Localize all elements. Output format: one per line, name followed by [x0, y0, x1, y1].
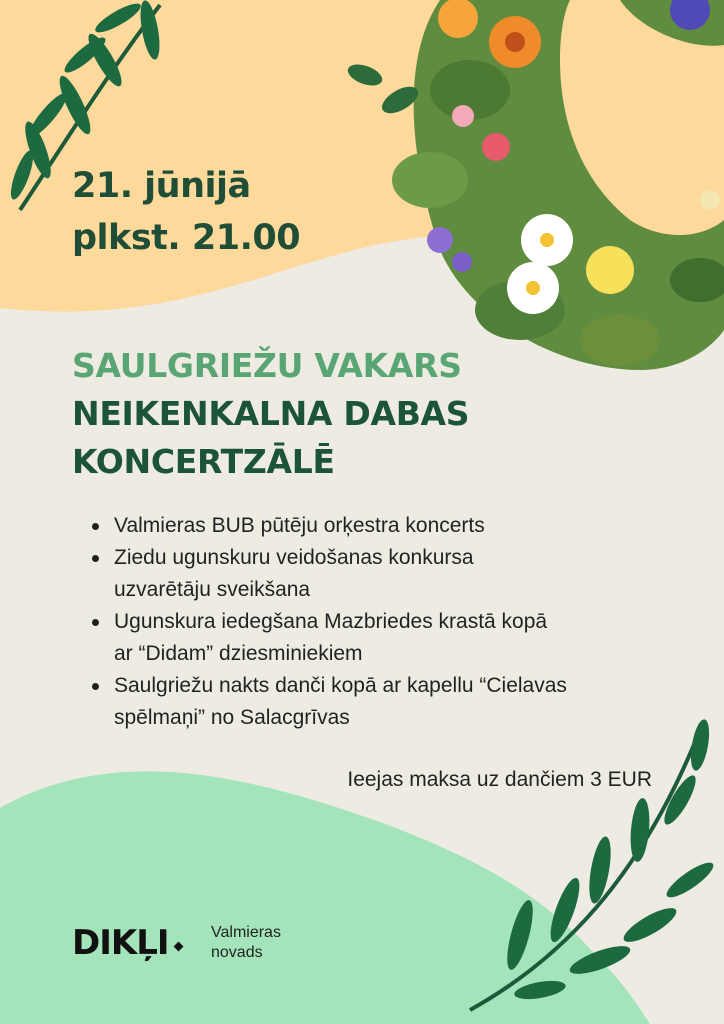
list-item-line: Ziedu ugunskuru veidošanas konkursa — [114, 546, 474, 569]
org-name — [211, 923, 281, 963]
list-item-line: spēlmaņi” no Salacgrīvas — [114, 706, 350, 729]
list-item-line: Ugunskura iedegšana Mazbriedes krastā kopā — [114, 610, 548, 633]
event-title — [72, 342, 469, 486]
list-item-line: uzvarētāju sveikšana — [114, 578, 311, 601]
logo-diamond-icon — [173, 942, 183, 952]
entry-fee: Ieejas maksa uz dančiem 3 EUR — [347, 768, 652, 791]
title-line-2: NEIKENKALNA DABAS — [72, 394, 470, 433]
logo-text: DIKĻI — [72, 923, 169, 963]
list-item-line: Saulgriežu nakts danči kopā ar kapellu “Cielavas — [114, 674, 567, 697]
org-line-1: Valmieras — [211, 924, 281, 941]
list-item — [90, 670, 650, 734]
dikli-logo — [72, 923, 182, 963]
org-line-2: novads — [211, 944, 263, 961]
list-item — [90, 606, 650, 670]
title-line-1: SAULGRIEŽU VAKARS — [72, 346, 462, 385]
program-list — [90, 510, 650, 734]
event-date — [72, 160, 300, 264]
title-line-3: KONCERTZĀLĒ — [72, 442, 335, 481]
list-item — [90, 542, 650, 606]
date-day: 21. jūnijā — [72, 166, 251, 206]
list-item-line: ar “Didam” dziesminiekiem — [114, 642, 363, 665]
list-item-line: Valmieras BUB pūtēju orķestra koncerts — [114, 514, 485, 537]
date-time: plkst. 21.00 — [72, 218, 301, 258]
list-item — [90, 510, 650, 542]
